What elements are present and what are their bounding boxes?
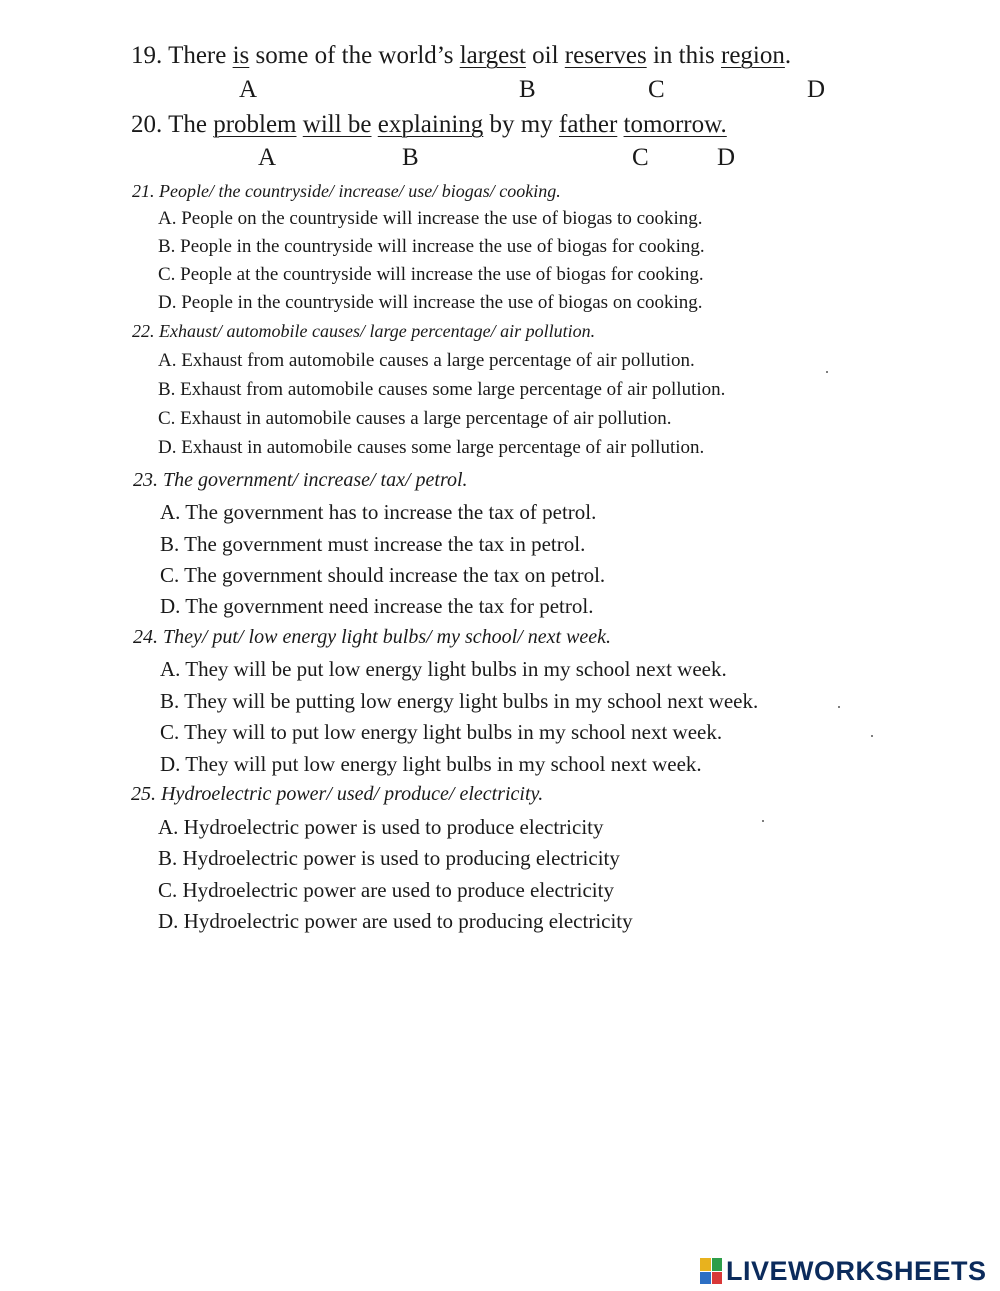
scan-speck <box>826 371 828 373</box>
q23-option-c: C. The government should increase the tax on petrol. <box>160 563 606 587</box>
q25-option-b: B. Hydroelectric power is used to producing electricity <box>158 846 620 870</box>
q20-underline-c: father <box>559 111 618 138</box>
q22-option-d: D. Exhaust in automobile causes some large percentage of air pollution. <box>158 437 705 458</box>
q22-option-c: C. Exhaust in automobile causes a large percentage of air pollution. <box>158 408 672 429</box>
q25-option-c: C. Hydroelectric power are used to produce electricity <box>158 878 614 902</box>
q19-underline-b: largest <box>459 42 526 69</box>
q19-underline-a: is <box>232 42 250 69</box>
q19-underline-c: reserves <box>564 42 647 69</box>
q24-prompt: 24. They/ put/ low energy light bulbs/ my school/ next week. <box>133 626 612 648</box>
q20-letter-a: A <box>258 144 277 171</box>
q23-option-d: D. The government need increase the tax for petrol. <box>160 594 594 618</box>
q24-option-b: B. They will be putting low energy light bulbs in my school next week. <box>160 689 759 713</box>
q24-option-c: C. They will to put low energy light bulbs in my school next week. <box>160 720 723 744</box>
q25-option-d: D. Hydroelectric power are used to producing electricity <box>158 909 633 933</box>
q21-option-c: C. People at the countryside will increase the use of biogas for cooking. <box>158 264 704 285</box>
q23-option-a: A. The government has to increase the tax of petrol. <box>160 500 597 524</box>
q22-option-a: A. Exhaust from automobile causes a large percentage of air pollution. <box>158 350 695 371</box>
q22-prompt: 22. Exhaust/ automobile causes/ large percentage/ air pollution. <box>132 321 596 341</box>
logo-text: LIVEWORKSHEETS <box>726 1255 987 1286</box>
q19-text: There is some of the world’s largest oil reserves in this region. <box>168 42 792 69</box>
q19-letter-c: C <box>648 76 665 103</box>
q20-underline-b2: explaining <box>377 111 484 138</box>
q21-option-a: A. People on the countryside will increase the use of biogas to cooking. <box>158 208 703 229</box>
q20-number: 20. <box>131 111 163 138</box>
q22-option-b: B. Exhaust from automobile causes some large percentage of air pollution. <box>158 379 726 400</box>
q19-letter-a: A <box>239 76 258 103</box>
q20-underline-a: problem <box>213 111 297 138</box>
q20-letter-b: B <box>402 144 419 171</box>
q23-prompt: 23. The government/ increase/ tax/ petrol. <box>133 469 468 491</box>
q21-prompt: 21. People/ the countryside/ increase/ use/ biogas/ cooking. <box>132 181 561 201</box>
q25-option-a: A. Hydroelectric power is used to produce electricity <box>158 815 604 839</box>
question-20 <box>131 111 727 139</box>
q19-underline-d: region <box>721 42 785 69</box>
logo-mark-icon <box>700 1258 722 1284</box>
liveworksheets-logo <box>700 1256 987 1286</box>
q25-prompt: 25. Hydroelectric power/ used/ produce/ electricity. <box>131 783 544 805</box>
q20-underline-b: will be <box>302 111 372 138</box>
scan-speck <box>838 706 840 708</box>
q23-option-b: B. The government must increase the tax in petrol. <box>160 532 586 556</box>
q21-option-b: B. People in the countryside will increase the use of biogas for cooking. <box>158 236 705 257</box>
q20-letter-d: D <box>717 144 736 171</box>
scan-speck <box>762 820 764 822</box>
q20-underline-d: tomorrow. <box>623 111 727 138</box>
q21-option-d: D. People in the countryside will increase the use of biogas on cooking. <box>158 292 703 313</box>
scan-speck <box>871 735 873 737</box>
q19-letter-d: D <box>807 76 826 103</box>
q19-letter-b: B <box>519 76 536 103</box>
q19-number: 19. <box>131 42 163 69</box>
q20-text: The problem will be explaining by my father tomorrow. <box>168 111 727 138</box>
q24-option-d: D. They will put low energy light bulbs in my school next week. <box>160 752 702 776</box>
question-19 <box>131 42 791 70</box>
q20-letter-c: C <box>632 144 649 171</box>
q24-option-a: A. They will be put low energy light bulbs in my school next week. <box>160 657 727 681</box>
